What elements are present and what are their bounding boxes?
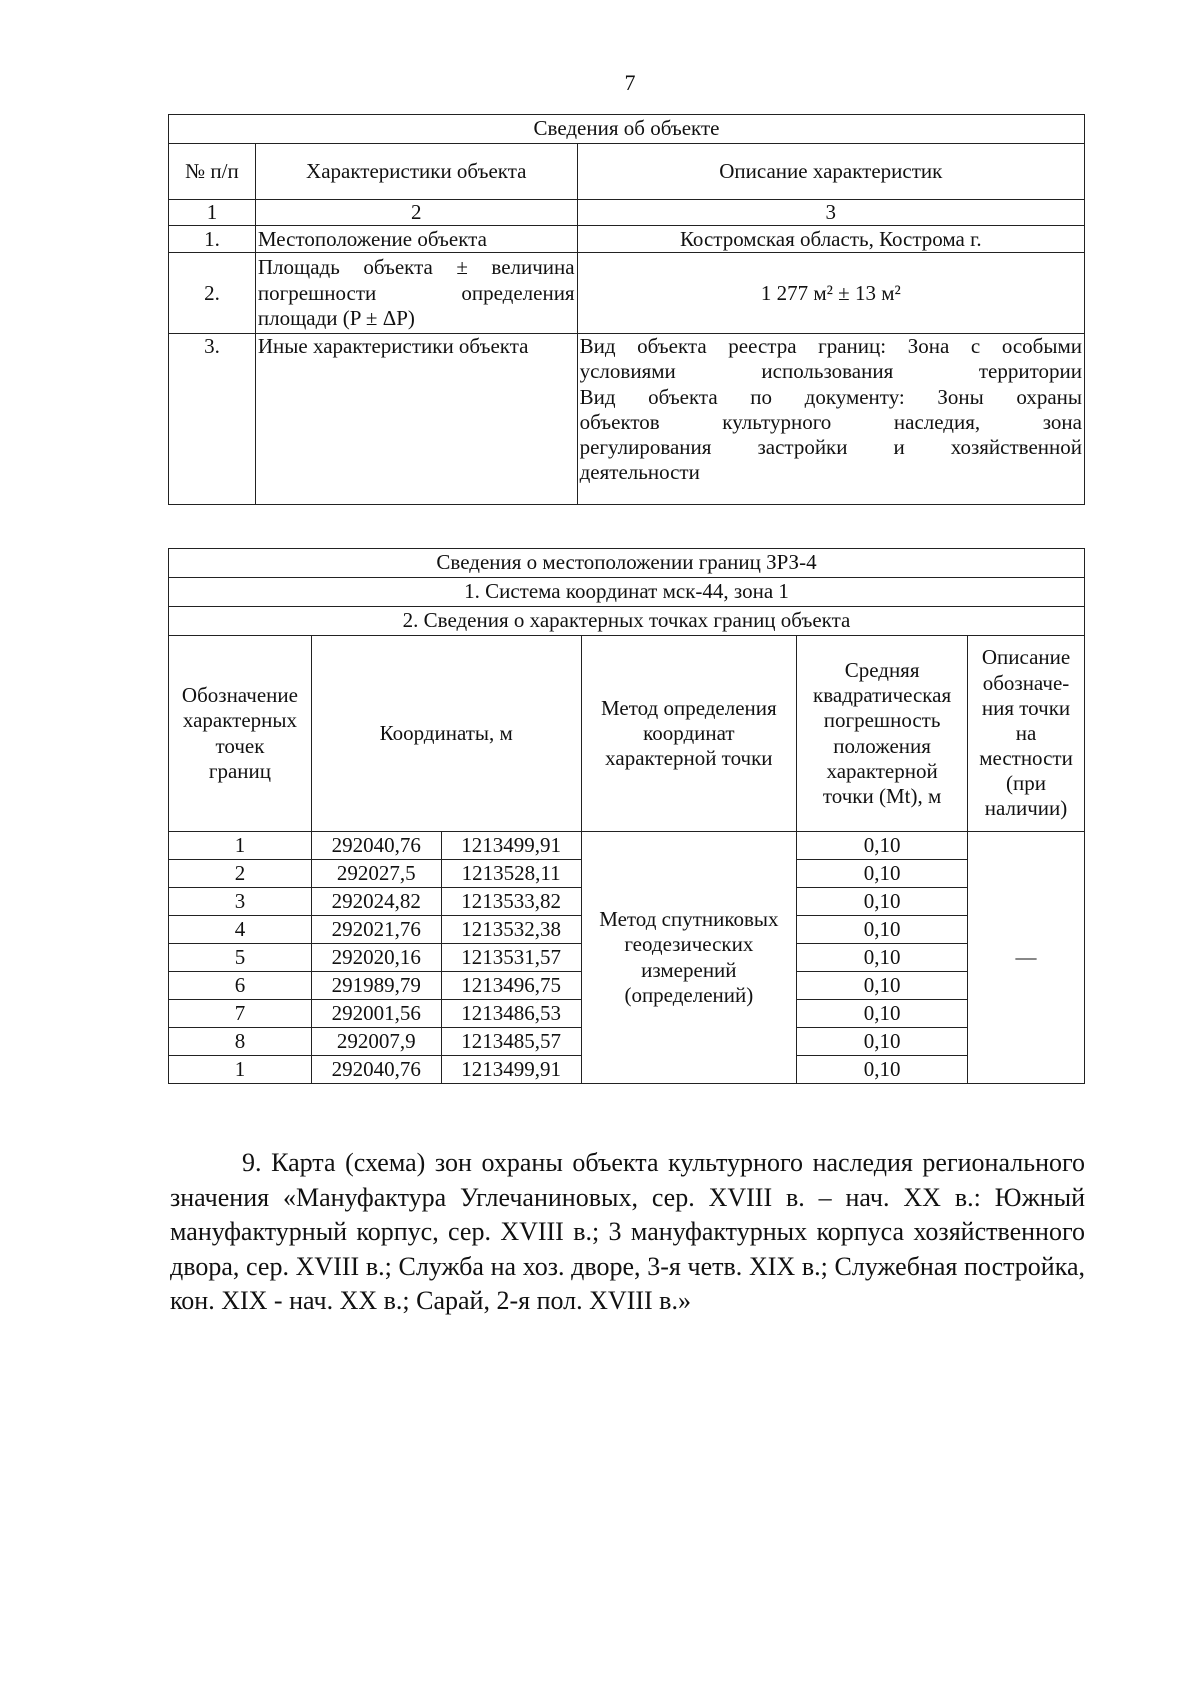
object-info-table (168, 114, 1085, 505)
object-info-title: Сведения об объекте (169, 115, 1085, 144)
point-id: 5 (169, 944, 312, 972)
coordinate-system: 1. Система координат мск-44, зона 1 (169, 578, 1085, 607)
description-cell (577, 334, 1084, 505)
text-line: Площадь объекта ± величина (257, 255, 575, 280)
map-paragraph: 9. Карта (схема) зон охраны объекта культурного наследия регионального значения «Мануфактура Углечаниновых, сер. XVIII в. – нач. XX в.: Южный мануфактурный корпус, сер. XVIII в.; 3 мануфактурных корпуса хозяйственного двора, сер. XVIII в.; Служба на хоз. дворе, 3-я четв. XIX в.; Служебная постройка, кон. XIX - нач. XX в.; Сарай, 2-я пол. XVIII в.» (170, 1148, 1085, 1316)
description-cell: Костромская область, Кострома г. (577, 226, 1084, 253)
point-x: 292040,76 (311, 1056, 441, 1084)
column-number: 3 (577, 200, 1084, 226)
point-x: 292027,5 (311, 860, 441, 888)
header-method: Метод определения координат характерной точки (581, 636, 797, 832)
point-mt: 0,10 (797, 832, 968, 860)
row-number: 3. (169, 334, 256, 505)
point-y: 1213499,91 (441, 1056, 581, 1084)
point-y: 1213531,57 (441, 944, 581, 972)
point-y: 1213533,82 (441, 888, 581, 916)
point-x: 292007,9 (311, 1028, 441, 1056)
column-number: 1 (169, 200, 256, 226)
points-title: 2. Сведения о характерных точках границ объекта (169, 607, 1085, 636)
row-number: 1. (169, 226, 256, 253)
text-line: погрешности определения (257, 280, 575, 305)
point-y: 1213528,11 (441, 860, 581, 888)
point-mt: 0,10 (797, 860, 968, 888)
header-point-description: Описание обозначе- ния точки на местности (при наличии) (968, 636, 1085, 832)
point-x: 291989,79 (311, 972, 441, 1000)
boundaries-title: Сведения о местоположении границ ЗРЗ-4 (169, 549, 1085, 578)
point-id: 2 (169, 860, 312, 888)
point-x: 292021,76 (311, 916, 441, 944)
point-id: 6 (169, 972, 312, 1000)
text-line: условиями использования территории (579, 359, 1082, 384)
point-mt: 0,10 (797, 916, 968, 944)
point-mt: 0,10 (797, 944, 968, 972)
point-mt: 0,10 (797, 1056, 968, 1084)
point-x: 292001,56 (311, 1000, 441, 1028)
point-id: 1 (169, 1056, 312, 1084)
point-id: 1 (169, 832, 312, 860)
point-mt: 0,10 (797, 888, 968, 916)
point-mt: 0,10 (797, 1028, 968, 1056)
characteristic-cell (255, 253, 577, 334)
point-y: 1213486,53 (441, 1000, 581, 1028)
text-line: объектов культурного наследия, зона (579, 409, 1082, 434)
point-id: 7 (169, 1000, 312, 1028)
characteristic-cell: Местоположение объекта (255, 226, 577, 253)
point-id: 3 (169, 888, 312, 916)
text-line: площади (P ± ΔP) (257, 305, 415, 330)
header-characteristic: Характеристики объекта (255, 144, 577, 200)
boundaries-table (168, 548, 1085, 1084)
page-number: 7 (624, 70, 636, 95)
point-id: 4 (169, 916, 312, 944)
point-mt: 0,10 (797, 972, 968, 1000)
text-line: Вид объекта по документу: Зоны охраны (579, 384, 1082, 409)
row-number: 2. (169, 253, 256, 334)
method-cell: Метод спутниковых геодезических измерений (определений) (581, 832, 797, 1084)
header-description: Описание характеристик (577, 144, 1084, 200)
point-description-cell: — (968, 832, 1085, 1084)
header-mean-error: Средняя квадратическая погрешность положения характерной точки (Mt), м (797, 636, 968, 832)
point-x: 292024,82 (311, 888, 441, 916)
point-y: 1213485,57 (441, 1028, 581, 1056)
header-designation: Обозначение характерных точек границ (169, 636, 312, 832)
text-line: регулирования застройки и хозяйственной (579, 434, 1082, 459)
text-line: Вид объекта реестра границ: Зона с особыми (579, 334, 1082, 359)
column-number: 2 (255, 200, 577, 226)
characteristic-cell: Иные характеристики объекта (255, 334, 577, 505)
text-line: деятельности (579, 460, 700, 485)
point-y: 1213532,38 (441, 916, 581, 944)
point-y: 1213499,91 (441, 832, 581, 860)
header-coordinates: Координаты, м (311, 636, 581, 832)
point-mt: 0,10 (797, 1000, 968, 1028)
table-row (169, 832, 1085, 860)
description-cell: 1 277 м² ± 13 м² (577, 253, 1084, 334)
point-x: 292040,76 (311, 832, 441, 860)
point-y: 1213496,75 (441, 972, 581, 1000)
point-id: 8 (169, 1028, 312, 1056)
header-num: № п/п (169, 144, 256, 200)
point-x: 292020,16 (311, 944, 441, 972)
